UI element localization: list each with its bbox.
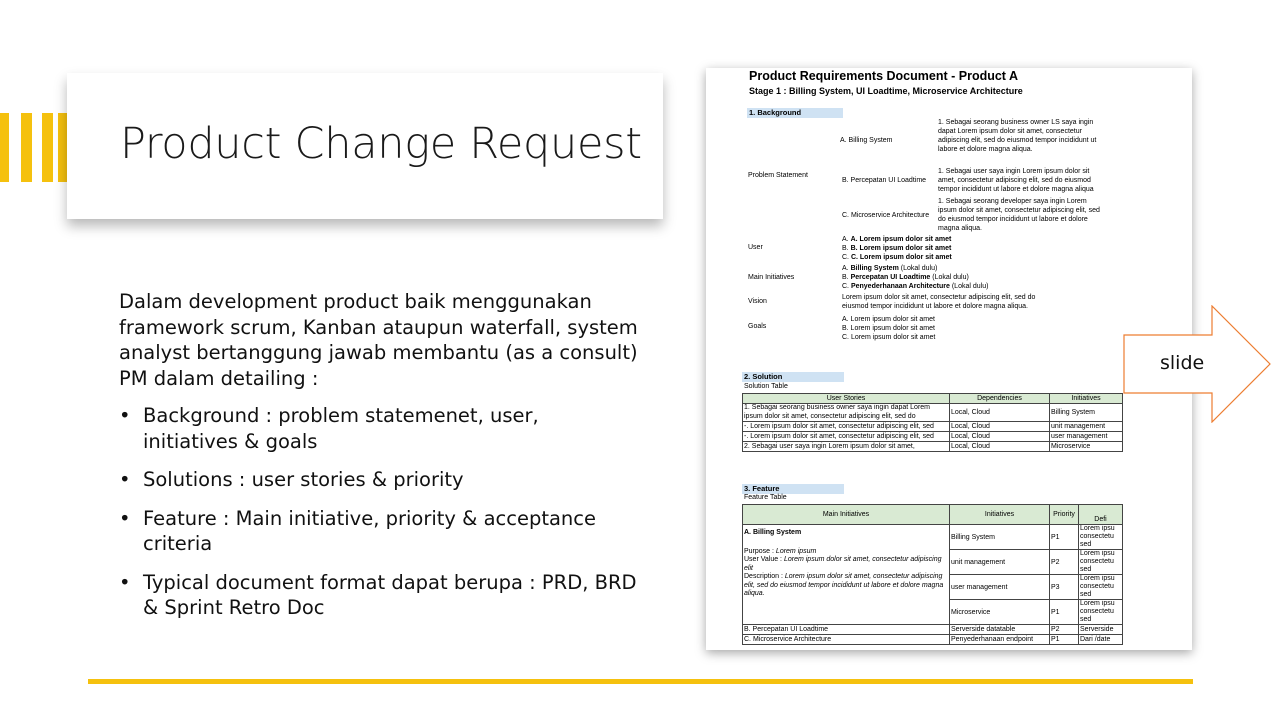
column-header: Initiatives	[1050, 394, 1123, 404]
solution-table-label: Solution Table	[744, 383, 788, 390]
goals-label: Goals	[748, 323, 767, 330]
goal-item: A. Lorem ipsum dolor sit amet	[842, 316, 935, 323]
feature-table	[742, 504, 1123, 645]
bg-item-text	[938, 118, 1096, 154]
bg-item-line: 1. Sebagai seorang developer saya ingin Lorem	[938, 198, 1087, 205]
table-cell: 1. Sebagai seorang business owner saya ingin dapat Lorem ipsum dolor sit amet, consectetur adipiscing elit, sed do	[743, 404, 950, 422]
bullet-dot-icon: •	[119, 570, 131, 594]
user-label: User	[748, 244, 763, 251]
table-cell: Local, Cloud	[950, 422, 1050, 432]
column-header: Dependencies	[950, 394, 1050, 404]
table-cell: Billing System	[950, 525, 1050, 550]
background-heading: 1. Background	[747, 108, 843, 118]
bullet-item	[119, 467, 639, 493]
bg-item-line: amet, consectetur adipiscing elit, sed do eiusmod	[938, 177, 1091, 184]
table-row	[743, 432, 1123, 442]
main-initiative-cell	[743, 525, 950, 625]
table-cell: unit management	[950, 550, 1050, 575]
table-cell: B. Percepatan UI Loadtime	[743, 625, 950, 635]
bullet-list	[119, 403, 639, 621]
table-cell: Serverside datatable	[950, 625, 1050, 635]
column-header: Initiatives	[950, 505, 1050, 525]
bg-item-label: A. Billing System	[840, 137, 893, 144]
table-cell: Local, Cloud	[950, 404, 1050, 422]
table-cell: P2	[1050, 625, 1079, 635]
bg-item-line: tempor incididunt ut labore et dolore magna aliqua	[938, 186, 1094, 193]
initiative-item: B. Percepatan UI Loadtime (Lokal dulu)	[842, 274, 969, 281]
goal-item: C. Lorem ipsum dolor sit amet	[842, 334, 936, 341]
bg-item-line: dapat Lorem ipsum dolor sit amet, consectetur	[938, 128, 1082, 135]
user-item: B. B. Lorem ipsum dolor sit amet	[842, 245, 952, 252]
user-value-line: User Value : Lorem ipsum dolor sit amet, consectetur adipiscing elit	[744, 556, 942, 572]
table-cell: 2. Sebagai user saya ingin Lorem ipsum dolor sit amet,	[743, 442, 950, 452]
bullet-dot-icon: •	[119, 468, 131, 491]
vision-line: Lorem ipsum dolor sit amet, consectetur adipiscing elit, sed do	[842, 294, 1036, 301]
doc-subtitle: Stage 1 : Billing System, UI Loadtime, Microservice Architecture	[749, 86, 1023, 96]
initiative-item: A. Billing System (Lokal dulu)	[842, 265, 938, 272]
table-cell: -. Lorem ipsum dolor sit amet, consectetur adipiscing elit, sed	[743, 432, 950, 442]
table-cell: P1	[1050, 525, 1079, 550]
vision-label: Vision	[748, 298, 767, 305]
table-cell: Penyederhanaan endpoint	[950, 635, 1050, 645]
doc-title: Product Requirements Document - Product A	[749, 69, 1019, 83]
user-item: A. A. Lorem ipsum dolor sit amet	[842, 236, 952, 243]
bg-item-label: C. Microservice Architecture	[842, 212, 930, 219]
solution-heading: 2. Solution	[742, 372, 844, 382]
table-cell: Lorem ipsu consectetu sed	[1079, 575, 1123, 600]
table-cell: Billing System	[1050, 404, 1123, 422]
bottom-accent-line	[88, 679, 1193, 684]
table-row	[743, 625, 1123, 635]
table-cell: Lorem ipsu consectetu sed	[1079, 525, 1123, 550]
bullet-item	[119, 403, 639, 454]
bg-item-line: magna aliqua.	[938, 225, 982, 232]
table-row	[743, 404, 1123, 422]
prd-document-preview	[706, 68, 1192, 650]
problem-statement-label: Problem Statement	[748, 172, 808, 179]
bullet-text: Background : problem statemenet, user, initiatives & goals	[143, 404, 539, 453]
bg-item-label: B. Percepatan UI Loadtime	[842, 177, 927, 184]
bg-item-text	[938, 167, 1094, 194]
table-cell: Lorem ipsu consectetu sed	[1079, 550, 1123, 575]
bullet-item	[119, 570, 639, 621]
bullet-text: Typical document format dapat berupa : PRD, BRD & Sprint Retro Doc	[143, 570, 637, 619]
table-row	[743, 442, 1123, 452]
table-cell: -. Lorem ipsum dolor sit amet, consectetur adipiscing elit, sed	[743, 422, 950, 432]
feature-table-label: Feature Table	[744, 494, 787, 501]
slide-title: Product Change Request	[120, 119, 642, 169]
feature-heading: 3. Feature	[742, 484, 844, 494]
initiatives-list	[842, 264, 988, 291]
arrow-label: slide	[1160, 352, 1205, 374]
table-cell: user management	[1050, 432, 1123, 442]
description-line: Description : Lorem ipsum dolor sit amet, consectetur adipiscing elit, sed do eiusmod tempor incididunt ut labore et dolore magna aliqua.	[744, 573, 944, 597]
table-cell: Microservice	[950, 600, 1050, 625]
bg-item-line: 1. Sebagai user saya ingin Lorem ipsum dolor sit	[938, 168, 1090, 175]
initiative-item: C. Penyederhanaan Architecture (Lokal dulu)	[842, 283, 989, 290]
bg-item-line: do eiusmod tempor incididunt ut labore et dolore	[938, 216, 1088, 223]
bullet-dot-icon: •	[119, 506, 131, 530]
table-cell: Local, Cloud	[950, 432, 1050, 442]
column-header: Main Initiatives	[743, 505, 950, 525]
user-list	[842, 235, 952, 262]
slide-body	[119, 289, 639, 634]
column-header: Priority	[1050, 505, 1079, 525]
table-header-row	[743, 505, 1123, 525]
table-cell: Microservice	[1050, 442, 1123, 452]
user-item: C. C. Lorem ipsum dolor sit amet	[842, 254, 952, 261]
title-card	[67, 73, 663, 219]
table-cell: P1	[1050, 600, 1079, 625]
table-row	[743, 422, 1123, 432]
goals-list	[842, 315, 935, 342]
accent-bar	[42, 113, 53, 182]
bg-item-line: 1. Sebagai seorang business owner LS saya ingin	[938, 119, 1094, 126]
table-cell: Lorem ipsu consectetu sed	[1079, 600, 1123, 625]
main-initiative-title: A. Billing System	[744, 529, 802, 536]
accent-bar	[21, 113, 32, 182]
vision-line: eiusmod tempor incididunt ut labore et dolore magna aliqua.	[842, 303, 1029, 310]
table-header-row	[743, 394, 1123, 404]
bullet-dot-icon: •	[119, 404, 131, 427]
accent-bar	[0, 113, 9, 182]
initiatives-label: Main Initiatives	[748, 274, 795, 281]
intro-paragraph: Dalam development product baik menggunakan framework scrum, Kanban ataupun waterfall, system analyst bertanggung jawab membantu (as a consult) PM dalam detailing :	[119, 290, 638, 390]
vision-text	[842, 293, 1035, 311]
bg-item-text	[938, 197, 1100, 233]
table-cell: P2	[1050, 550, 1079, 575]
column-header: Defi	[1079, 505, 1123, 525]
bullet-text: Feature : Main initiative, priority & acceptance criteria	[143, 506, 597, 555]
table-cell: unit management	[1050, 422, 1123, 432]
bg-item-line: adipiscing elit, sed do eiusmod tempor incididunt ut	[938, 137, 1097, 144]
table-cell: P3	[1050, 575, 1079, 600]
goal-item: B. Lorem ipsum dolor sit amet	[842, 325, 935, 332]
table-row	[743, 635, 1123, 645]
bullet-item	[119, 506, 639, 557]
table-cell: Dari /date	[1079, 635, 1123, 645]
table-cell: C. Microservice Architecture	[743, 635, 950, 645]
bg-item-line: labore et dolore magna aliqua.	[938, 146, 1033, 153]
column-header: User Stories	[743, 394, 950, 404]
solution-table	[742, 393, 1123, 452]
purpose-line: Purpose : Lorem ipsum	[744, 547, 817, 555]
bullet-text: Solutions : user stories & priority	[143, 468, 464, 491]
table-cell: user management	[950, 575, 1050, 600]
table-cell: Local, Cloud	[950, 442, 1050, 452]
accent-bar	[58, 113, 67, 182]
bg-item-line: ipsum dolor sit amet, consectetur adipiscing elit, sed	[938, 207, 1100, 214]
table-cell: P1	[1050, 635, 1079, 645]
table-row	[743, 525, 1123, 550]
table-cell: Serverside	[1079, 625, 1123, 635]
